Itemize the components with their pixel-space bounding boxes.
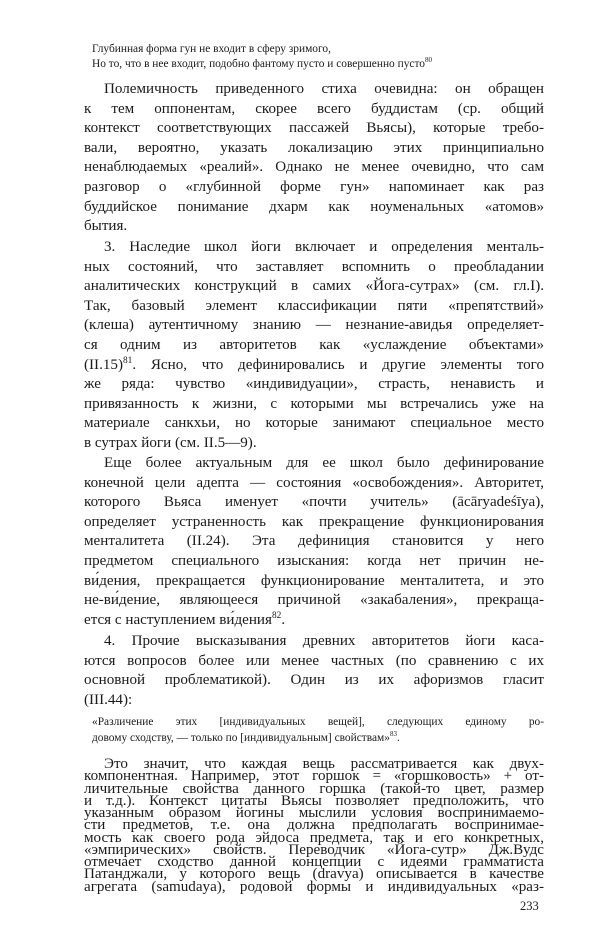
text-fragment: .: [281, 611, 286, 628]
text-line: и т.д.). Контекст цитаты Вьясы позволяет предположить, что: [84, 792, 544, 809]
text-line: (клеша) аутентичному знанию — незнание-авидья определяет-: [84, 317, 544, 334]
text-fragment: ется с наступлением ви́дения: [84, 611, 272, 628]
text-line: ви́дения, прекращается функционирование менталитета, и это: [84, 572, 544, 589]
paragraph-liberation: [84, 454, 544, 630]
verse-line-1: Глубинная форма гун не входит в сферу зримого,: [92, 43, 331, 55]
text-fragment: довому сходству, — только по [индивидуальным] свойствам»: [92, 732, 390, 744]
verse-line-2-text: Но то, что в нее входит, подобно фантому пусто и совершенно пусто: [92, 58, 425, 70]
text-line: разговор о «глубинной форме гун» напоминает как раз: [84, 178, 544, 195]
paragraph-aphorism-intro: [84, 632, 544, 710]
block-quote: [92, 714, 544, 746]
text-line: Еще более актуальным для ее школ было дефинирование: [104, 455, 544, 471]
quote-line: [92, 730, 544, 746]
text-line: сти предметов, т.е. она должна предполагать воспринимае-: [84, 817, 544, 834]
page-number: 233: [520, 899, 539, 913]
text-line: в сутрах йоги (см. II.5—9).: [84, 434, 257, 451]
text-line: агрегата (samudaya), родовой формы и индивидуальных «раз-: [84, 878, 544, 895]
text-line: 3. Наследие школ йоги включает и определения менталь-: [104, 239, 544, 255]
text-line: ся одним из авторитетов как «услаждение объектами»: [84, 336, 544, 353]
text-line: «эмпирических» свойств. Переводчик «Йога-сутр» Дж.Вудс: [84, 841, 544, 858]
text-line: личительные свойства данного горшка (такой-то цвет, размер: [84, 780, 544, 797]
text-line: которого Вьяса именует «почти учитель» (ācāryadeśīya),: [84, 494, 544, 511]
text-line: Это значит, что каждая вещь рассматривается как двух-: [104, 756, 544, 772]
text-line: аналитических конструкций в самих «Йога-сутрах» (см. гл.I).: [84, 278, 544, 295]
text-line: (III.44):: [84, 691, 133, 708]
text-line: [84, 611, 544, 631]
text-line: указанным образом йогины мыслили условия воспринимаемо-: [84, 805, 544, 822]
text-line: Полемичность приведенного стиха очевидна: он обращен: [104, 81, 544, 97]
verse-epigraph: [92, 42, 552, 72]
text-fragment: . Ясно, что дефинировались и другие элементы того: [132, 356, 544, 373]
text-fragment: (II.15): [84, 356, 123, 373]
text-line: компонентная. Например, этот горшок = «горшковость» + от-: [84, 768, 544, 785]
footnote-ref-82: 82: [271, 610, 282, 621]
verse-line-2: [92, 57, 552, 72]
text-line: [84, 356, 544, 376]
text-fragment: .: [397, 732, 400, 744]
text-line: ных состояний, что заставляет вспомнить о преобладании: [84, 258, 544, 275]
text-line: к тем оппонентам, скорее всего буддистам (ср. общий: [84, 100, 544, 117]
paragraph-yoga-schools: [84, 238, 544, 454]
text-line: менталитета (II.24). Эта дефиниция становится у него: [84, 533, 544, 550]
paragraph-polemics: [84, 80, 544, 237]
text-line: буддийское понимание дхарм как ноуменальных «атомов»: [84, 198, 544, 215]
text-line: Патанджали, у которого вещь (dravya) описывается в качестве: [84, 866, 544, 883]
paragraph-two-component: [84, 758, 544, 893]
text-line: вали, вероятно, указать локализацию этих принципиально: [84, 139, 544, 156]
footnote-ref-80: 80: [424, 56, 433, 65]
text-line: отмечает сходство данной концепции с идеями грамматиста: [84, 854, 544, 871]
text-line: основной проблематикой). Один из их афоризмов гласит: [84, 672, 544, 689]
text-line: ненаблюдаемых «реалий». Однако не менее очевидно, что сам: [84, 159, 544, 176]
text-line: ются вопросов более или менее частных (по сравнению с их: [84, 652, 544, 669]
quote-line: «Различение этих [индивидуальных вещей], следующих единому ро-: [92, 716, 544, 728]
text-line: не-ви́дение, являющееся причиной «закабаления», прекраща-: [84, 592, 544, 609]
text-line: Так, базовый элемент классификации пяти «препятствий»: [84, 297, 544, 314]
text-line: определяет устраненность как прекращение функционирования: [84, 513, 544, 530]
text-line: контекст соответствующих пассажей Вьясы), которые требо-: [84, 120, 544, 137]
footnote-ref-81: 81: [122, 355, 133, 366]
text-line: конечной цели адепта — состояния «освобождения». Авторитет,: [84, 474, 544, 491]
text-line: же ряда: чувство «индивидуации», страсть, ненависть и: [84, 376, 544, 393]
text-line: предметом специального изыскания: когда нет причин не-: [84, 552, 544, 569]
footnote-ref-83: 83: [389, 730, 397, 739]
text-line: привязанность к жизни, с которыми мы встречались уже на: [84, 395, 544, 412]
text-line: материале санкхьи, но которые занимают специальное место: [84, 415, 544, 432]
text-line: мость как своего рода эйдоса предмета, так и его конкретных,: [84, 829, 544, 846]
text-line: 4. Прочие высказывания древних авторитетов йоги каса-: [104, 633, 544, 649]
text-line: бытия.: [84, 218, 128, 235]
